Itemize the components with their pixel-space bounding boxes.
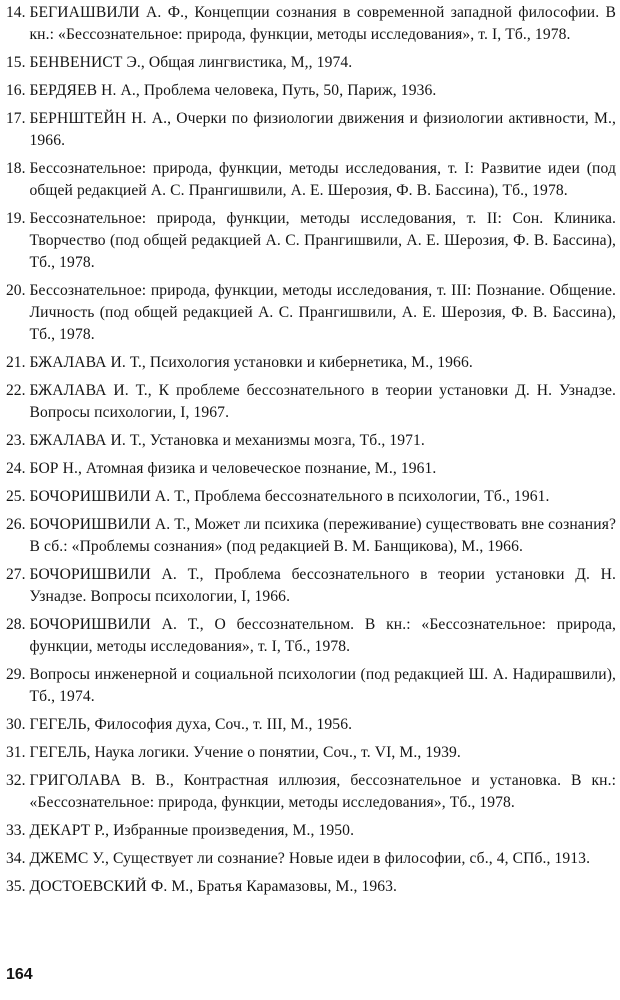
reference-entry <box>6 714 616 736</box>
page-number: 164 <box>6 966 33 983</box>
reference-number: 31. <box>6 744 26 761</box>
reference-entry <box>6 430 616 452</box>
reference-number: 23. <box>6 432 26 449</box>
reference-number: 28. <box>6 616 26 633</box>
reference-text: БОЧОРИШВИЛИ А. Т., Проблема бессознательного в психологии, Тб., 1961. <box>29 488 550 505</box>
reference-entry <box>6 664 616 708</box>
reference-text: Бессознательное: природа, функции, методы исследования, т. III: Познание. Общение. Личность (под общей редакцией А. С. Прангишвили, А. Е. Шерозия, Ф. В. Бассина), Тб., 1978. <box>29 282 616 343</box>
reference-number: 33. <box>6 822 26 839</box>
reference-entry <box>6 208 616 274</box>
reference-text: БЕГИАШВИЛИ А. Ф., Концепции сознания в современной западной философии. В кн.: «Бессознательное: природа, функции, методы исследования», т. I, Тб., 1978. <box>29 4 616 43</box>
reference-entry <box>6 280 616 346</box>
reference-number: 30. <box>6 716 26 733</box>
reference-entry <box>6 876 616 898</box>
reference-number: 20. <box>6 282 26 299</box>
reference-number: 22. <box>6 382 26 399</box>
reference-text: Бессознательное: природа, функции, методы исследования, т. I: Развитие идеи (под общей редакцией А. С. Прангишвили, А. Е. Шерозия, Ф. В. Бассина), Тб., 1978. <box>29 160 616 199</box>
reference-entry <box>6 108 616 152</box>
reference-number: 21. <box>6 354 26 371</box>
reference-text: ДОСТОЕВСКИЙ Ф. М., Братья Карамазовы, М., 1963. <box>29 878 398 895</box>
reference-number: 19. <box>6 210 26 227</box>
reference-number: 18. <box>6 160 26 177</box>
reference-text: БЕРДЯЕВ Н. А., Проблема человека, Путь, 50, Париж, 1936. <box>29 82 437 99</box>
reference-text: БОЧОРИШВИЛИ А. Т., Проблема бессознательного в теории установки Д. Н. Узнадзе. Вопросы психологии, I, 1966. <box>29 566 616 605</box>
reference-text: Вопросы инженерной и социальной психологии (под редакцией Ш. А. Надирашвили), Тб., 1974. <box>29 666 616 705</box>
reference-number: 32. <box>6 772 26 789</box>
reference-number: 25. <box>6 488 26 505</box>
reference-number: 16. <box>6 82 26 99</box>
reference-entry <box>6 514 616 558</box>
reference-text: БОЧОРИШВИЛИ А. Т., О бессознательном. В кн.: «Бессознательное: природа, функции, методы исследования», т. I, Тб., 1978. <box>29 616 616 655</box>
reference-number: 26. <box>6 516 26 533</box>
reference-entry <box>6 820 616 842</box>
reference-text: ГЕГЕЛЬ, Наука логики. Учение о понятии, Соч., т. VI, М., 1939. <box>29 744 461 761</box>
reference-number: 14. <box>6 4 26 21</box>
reference-entry <box>6 352 616 374</box>
reference-entry <box>6 848 616 870</box>
reference-entry <box>6 2 616 46</box>
reference-text: Бессознательное: природа, функции, методы исследования, т. II: Сон. Клиника. Творчество (под общей редакцией А. С. Прангишвили, А. Е. Шерозия, Ф. В. Бассина), Тб., 1978. <box>29 210 616 271</box>
reference-number: 17. <box>6 110 26 127</box>
reference-entry <box>6 486 616 508</box>
reference-text: ГЕГЕЛЬ, Философия духа, Соч., т. III, М., 1956. <box>29 716 353 733</box>
reference-number: 34. <box>6 850 26 867</box>
reference-entry <box>6 380 616 424</box>
reference-entry <box>6 80 616 102</box>
reference-number: 24. <box>6 460 26 477</box>
reference-number: 29. <box>6 666 26 683</box>
reference-entry <box>6 742 616 764</box>
reference-number: 27. <box>6 566 26 583</box>
reference-entry <box>6 458 616 480</box>
bibliography-list <box>6 2 616 898</box>
reference-text: БЖАЛАВА И. Т., К проблеме бессознательного в теории установки Д. Н. Узнадзе. Вопросы психологии, I, 1967. <box>29 382 616 421</box>
reference-text: БЕРНШТЕЙН Н. А., Очерки по физиологии движения и физиологии активности, М., 1966. <box>29 110 616 149</box>
reference-number: 15. <box>6 54 26 71</box>
reference-text: БОЧОРИШВИЛИ А. Т., Может ли психика (переживание) существовать вне сознания? В сб.: «Проблемы сознания» (под редакцией В. М. Банщикова), М., 1966. <box>29 516 616 555</box>
reference-text: БЕНВЕНИСТ Э., Общая лингвистика, М,, 1974. <box>29 54 353 71</box>
reference-entry <box>6 564 616 608</box>
reference-text: БОР Н., Атомная физика и человеческое познание, М., 1961. <box>29 460 437 477</box>
reference-text: ГРИГОЛАВА В. В., Контрастная иллюзия, бессознательное и установка. В кн.: «Бессознательное: природа, функции, методы исследования», Тб., 1978. <box>29 772 616 811</box>
reference-text: ДЕКАРТ Р., Избранные произведения, М., 1950. <box>29 822 355 839</box>
reference-entry <box>6 614 616 658</box>
reference-entry <box>6 52 616 74</box>
reference-entry <box>6 770 616 814</box>
reference-entry <box>6 158 616 202</box>
reference-number: 35. <box>6 878 26 895</box>
reference-text: ДЖЕМС У., Существует ли сознание? Новые идеи в философии, сб., 4, СПб., 1913. <box>29 850 591 867</box>
reference-text: БЖАЛАВА И. Т., Психология установки и кибернетика, М., 1966. <box>29 354 473 371</box>
reference-text: БЖАЛАВА И. Т., Установка и механизмы мозга, Тб., 1971. <box>29 432 425 449</box>
